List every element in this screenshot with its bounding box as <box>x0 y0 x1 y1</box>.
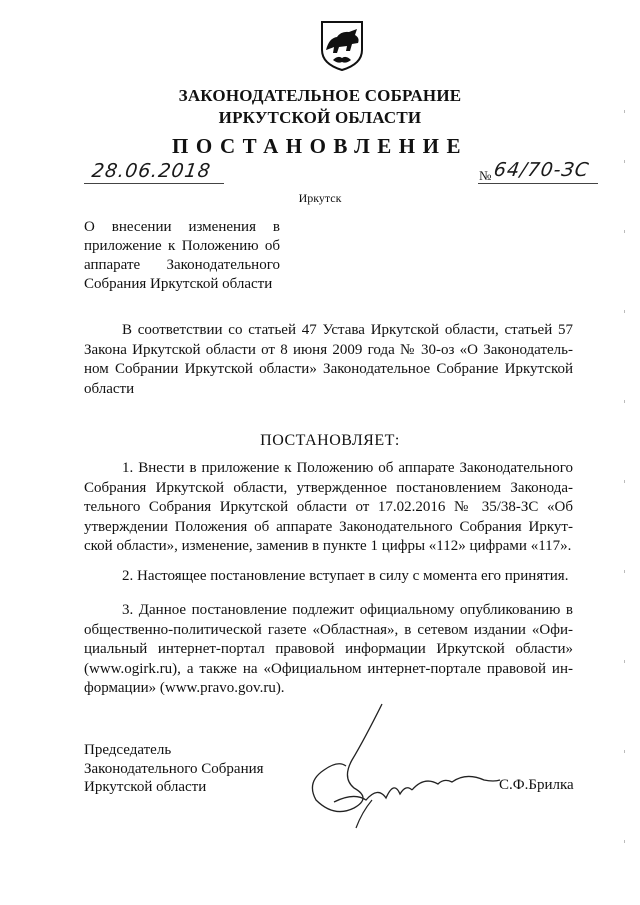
organization-name-line2: ИРКУТСКОЙ ОБЛАСТИ <box>218 108 422 127</box>
handwritten-signature <box>294 700 514 850</box>
decree-item-2: 2. Настоящее постановление вступает в силу с момента его принятия. <box>122 568 569 584</box>
irkutsk-coat-of-arms-icon <box>319 20 365 72</box>
scan-margin-artifacts <box>622 100 628 880</box>
decree-item-1: 1. Внести в приложение к Положению об аппарате Законодательного Собрания Иркутской области, утвержденное постановлением Законодательного Собрания Иркутской области от 17.02.2016 № 35/38-ЗС «Об утверждении Положения об аппарате Законодательного Собрания Иркутской области», изменение, заменив в пункте 1 цифры «112» цифрами «117». <box>84 460 573 554</box>
handwritten-date: 28.06.2018 <box>90 160 213 182</box>
number-prefix: № <box>479 168 492 183</box>
number-underline <box>478 183 598 184</box>
city-name: Иркутск <box>298 191 342 205</box>
signer-title-line3: Иркутской области <box>84 779 207 795</box>
decree-heading: ПОСТАНОВЛЯЕТ: <box>260 432 400 449</box>
date-underline <box>84 183 224 184</box>
organization-name-line1: ЗАКОНОДАТЕЛЬНОЕ СОБРАНИЕ <box>178 86 462 105</box>
signer-title-line1: Председатель <box>84 742 172 758</box>
signer-name: С.Ф.Брилка <box>499 777 574 793</box>
decree-item-3: 3. Данное постановление подлежит официальному опубликованию в общественно-политической газете «Областная», в сетевом издании «Официальный интернет-портал правовой информации Иркутской области» (www.ogirk.ru), а также на «Официальном интернет-портале правовой информации» (www.pravo.gov.ru). <box>84 602 573 696</box>
document-subject: О внесении изменения в приложение к Положению об аппарате Законодательного Собрания Иркутской области <box>84 219 280 292</box>
document-type-title: ПОСТАНОВЛЕНИЕ <box>172 134 468 158</box>
signer-title-line2: Законодательного Собрания <box>84 760 264 777</box>
handwritten-document-number: 64/70-ЗС <box>492 159 591 181</box>
preamble-paragraph: В соответствии со статьей 47 Устава Иркутской области, статьей 57 Закона Иркутской области от 8 июня 2009 года № 30-оз «О Законодательном Собрании Иркутской области» Законодательное Собрание Иркутской области <box>84 322 573 397</box>
signer-title <box>84 741 264 797</box>
